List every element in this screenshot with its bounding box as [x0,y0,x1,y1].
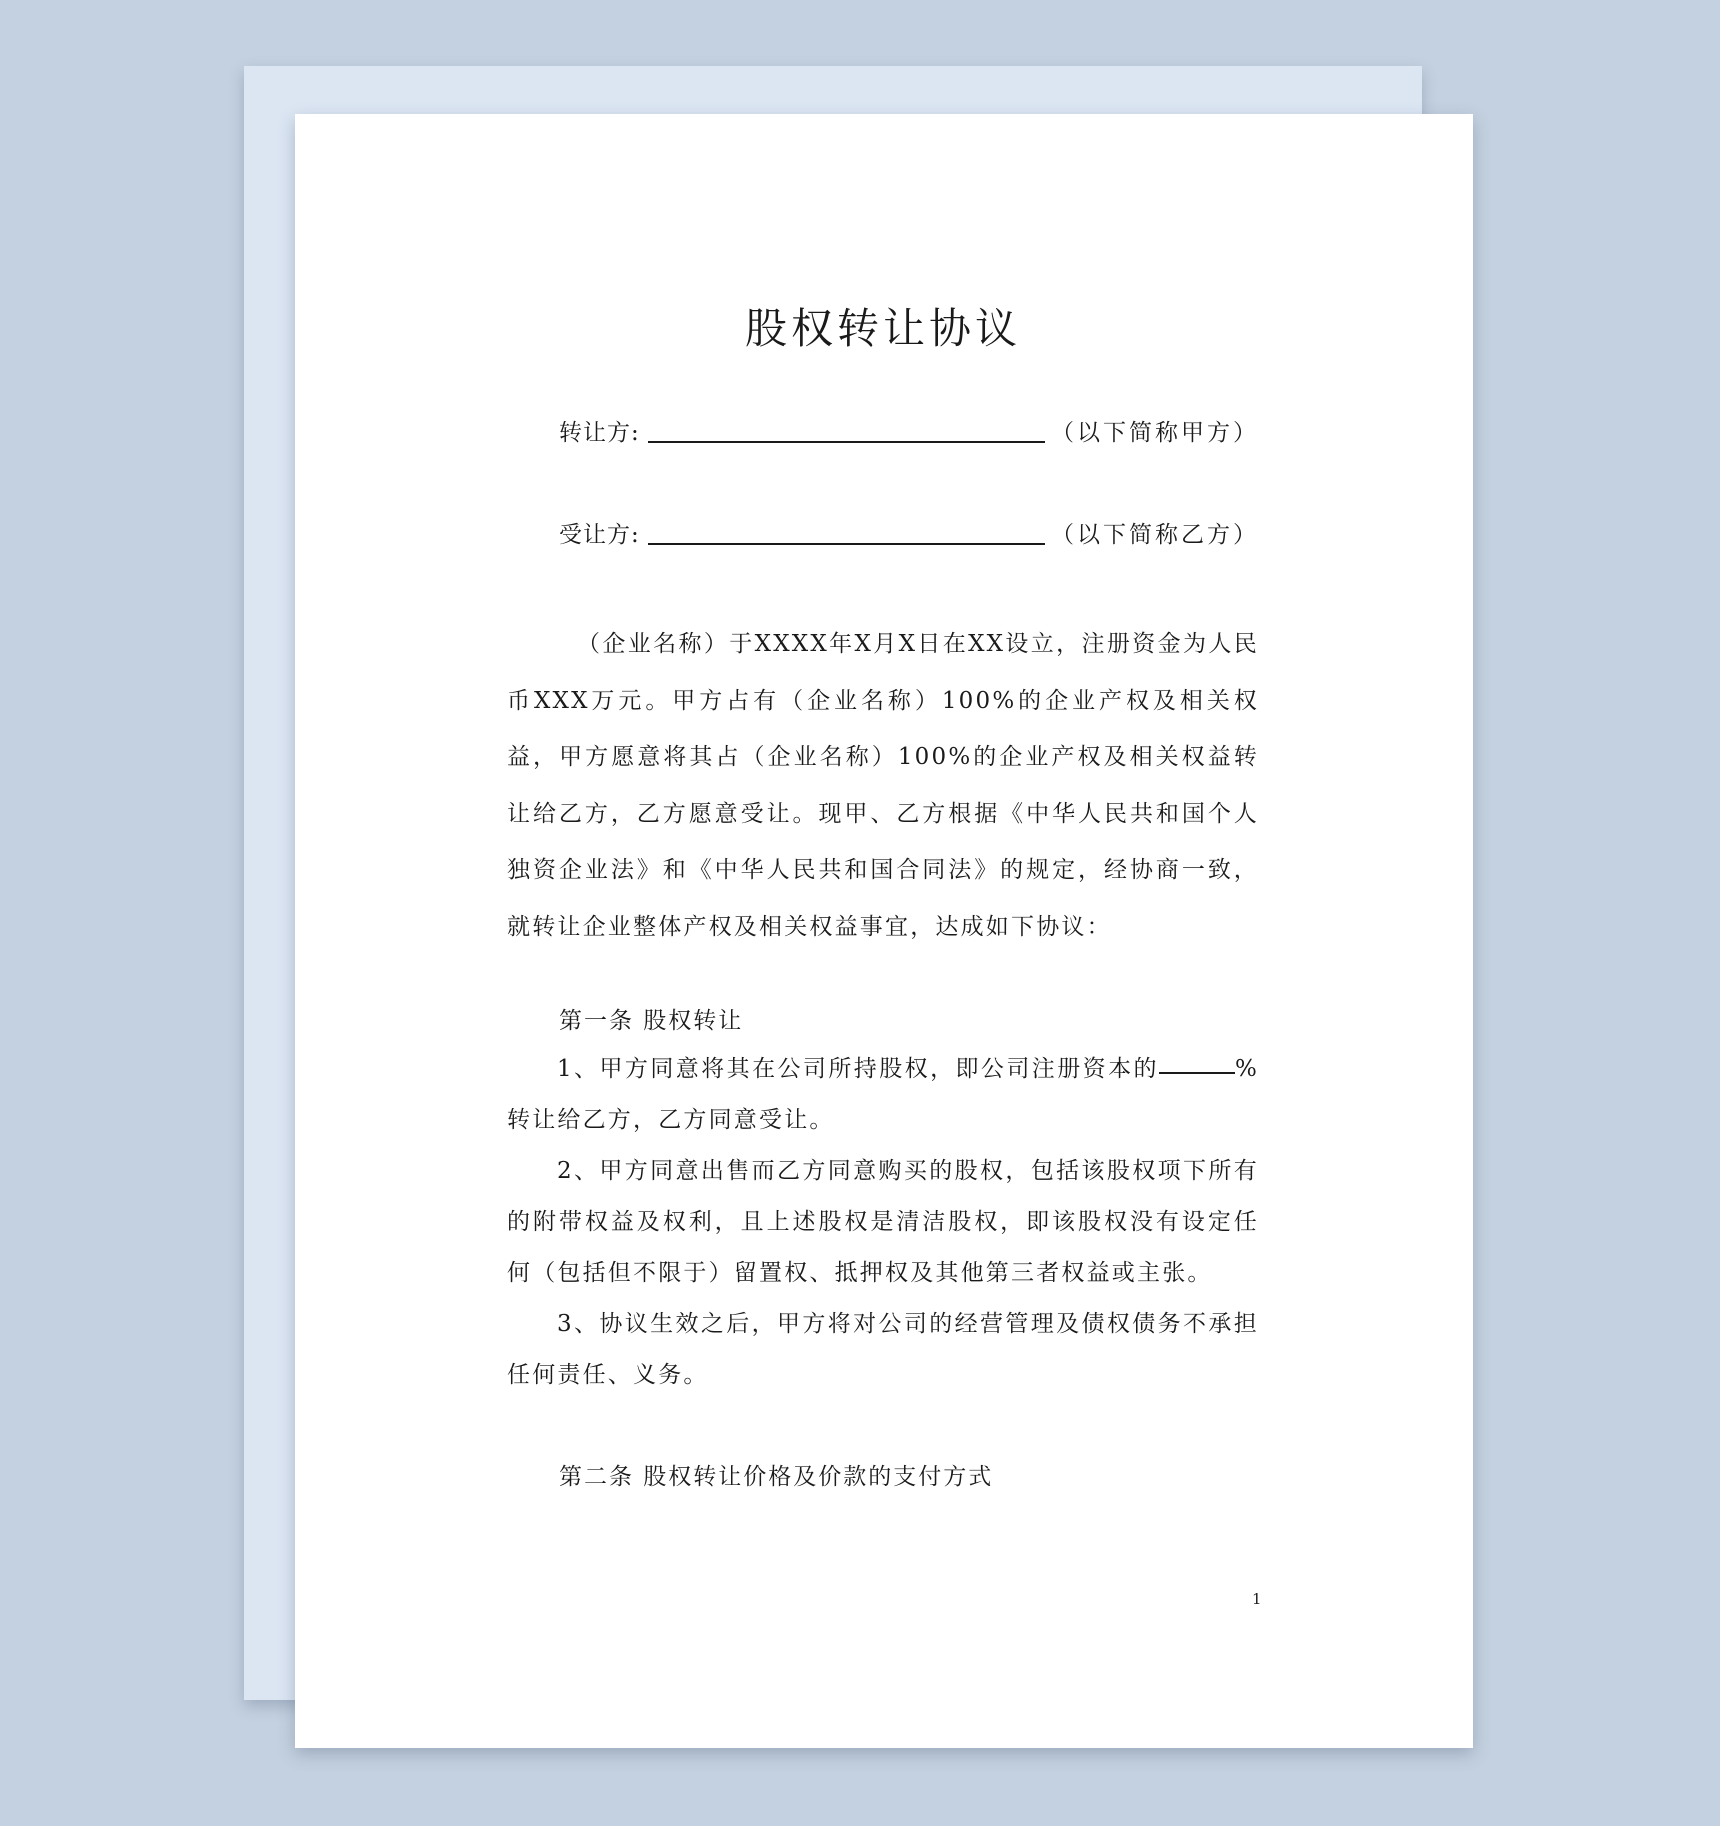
intro-paragraph: （企业名称）于XXXX年X月X日在XX设立，注册资金为人民币XXX万元。甲方占有（企业名称）100%的企业产权及相关权益，甲方愿意将其占（企业名称）100%的企业产权及相关权益转让给乙方，乙方愿意受让。现甲、乙方根据《中华人民共和国个人独资企业法》和《中华人民共和国合同法》的规定，经协商一致，就转让企业整体产权及相关权益事宜，达成如下协议： [507,631,1259,940]
transferor-blank [648,439,1045,443]
transferor-note: （以下简称甲方） [1051,420,1259,446]
transferee-note: （以下简称乙方） [1051,522,1259,548]
transferor-label: 转让方: [559,420,640,446]
article-1-clause-1 [507,1044,1259,1146]
transferee-label: 受让方: [559,522,640,548]
article-1-clause-2: 2、甲方同意出售而乙方同意购买的股权，包括该股权项下所有的附带权益及权利，且上述股权是清洁股权，即该股权没有设定任何（包括但不限于）留置权、抵押权及其他第三者权益或主张。 [507,1158,1259,1286]
transferee-line [559,516,1259,549]
document-page [295,114,1473,1748]
transferee-blank [648,541,1045,545]
clause-1-text-before: 1、甲方同意将其在公司所持股权，即公司注册资本的 [557,1056,1159,1082]
article-1-clause-3: 3、协议生效之后，甲方将对公司的经营管理及债权债务不承担任何责任、义务。 [507,1311,1259,1388]
transferor-line [559,414,1259,447]
document-title: 股权转让协议 [744,304,1021,353]
page-number: 1 [1252,1590,1262,1608]
clause-1-text-after: %转让给乙方，乙方同意受让。 [507,1056,1259,1133]
article-2-heading: 第二条 股权转让价格及价款的支付方式 [559,1464,994,1490]
percentage-blank [1159,1070,1235,1074]
article-1-heading: 第一条 股权转让 [559,1008,744,1034]
